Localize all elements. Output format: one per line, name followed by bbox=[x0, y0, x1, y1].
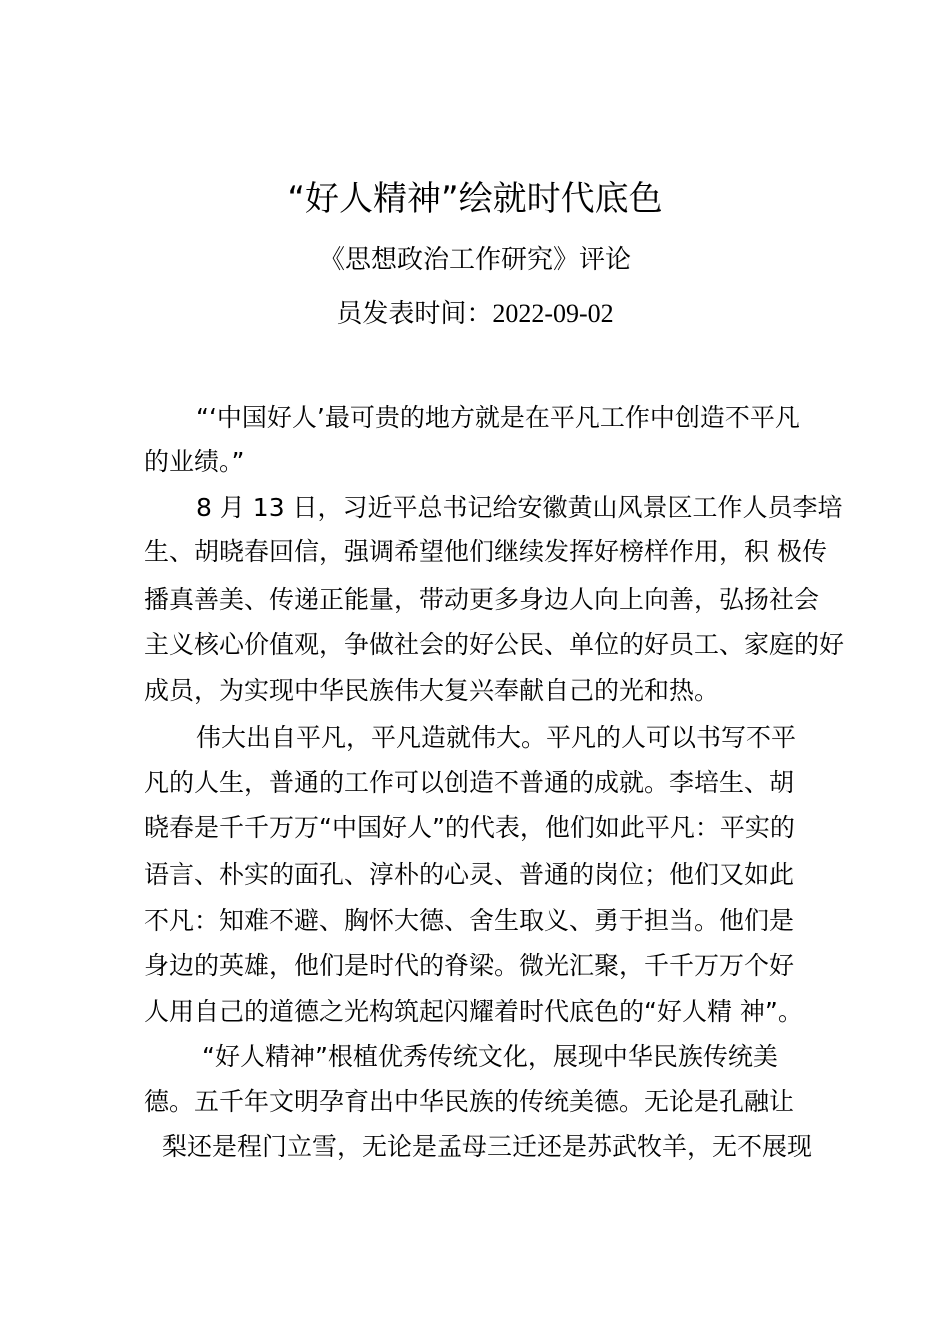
body-line: 语言、朴实的面孔、淳朴的心灵、普通的岗位；他们又如此 bbox=[144, 860, 795, 889]
body-line: 8 月 13 日，习近平总书记给安徽黄山风景区工作人员李培 bbox=[196, 493, 843, 522]
body-line: 生、胡晓春回信，强调希望他们继续发挥好榜样作用，积 极传 bbox=[144, 537, 827, 566]
body-line: “‘中国好人’最可贵的地方就是在平凡工作中创造不平凡 bbox=[196, 403, 800, 432]
body-line: 晓春是千千万万“中国好人”的代表，他们如此平凡：平实的 bbox=[144, 813, 795, 842]
body-line: 人用自己的道德之光构筑起闪耀着时代底色的“好人精 神”。 bbox=[144, 997, 803, 1026]
body-line: 的业绩。” bbox=[144, 447, 245, 476]
body-line: 凡的人生，普通的工作可以创造不普通的成就。李培生、胡 bbox=[144, 768, 795, 797]
body-line: 不凡：知难不避、胸怀大德、舍生取义、勇于担当。他们是 bbox=[144, 906, 795, 935]
publish-date-value: 2022-09-02 bbox=[492, 299, 614, 328]
article-subtitle: 《思想政治工作研究》评论 bbox=[318, 245, 631, 275]
body-line: 梨还是程门立雪，无论是孟母三迁还是苏武牧羊，无不展现 bbox=[162, 1132, 813, 1161]
body-line: 主义核心价值观，争做社会的好公民、单位的好员工、家庭的好 bbox=[144, 630, 845, 659]
body-line: 伟大出自平凡，平凡造就伟大。平凡的人可以书写不平 bbox=[196, 723, 797, 752]
body-line: “好人精神”根植优秀传统文化，展现中华民族传统美 bbox=[202, 1042, 778, 1071]
publish-date-label: 员发表时间： bbox=[336, 299, 493, 329]
body-line: 德。五千年文明孕育出中华民族的传统美德。无论是孔融让 bbox=[144, 1087, 795, 1116]
publish-date bbox=[0, 294, 950, 334]
body-line: 成员，为实现中华民族伟大复兴奉献自己的光和热。 bbox=[144, 676, 720, 705]
body-line: 播真善美、传递正能量，带动更多身边人向上向善，弘扬社会 bbox=[144, 585, 820, 614]
article-title: “好人精神”绘就时代底色 bbox=[287, 179, 663, 219]
body-line: 身边的英雄，他们是时代的脊梁。微光汇聚，千千万万个好 bbox=[144, 951, 795, 980]
